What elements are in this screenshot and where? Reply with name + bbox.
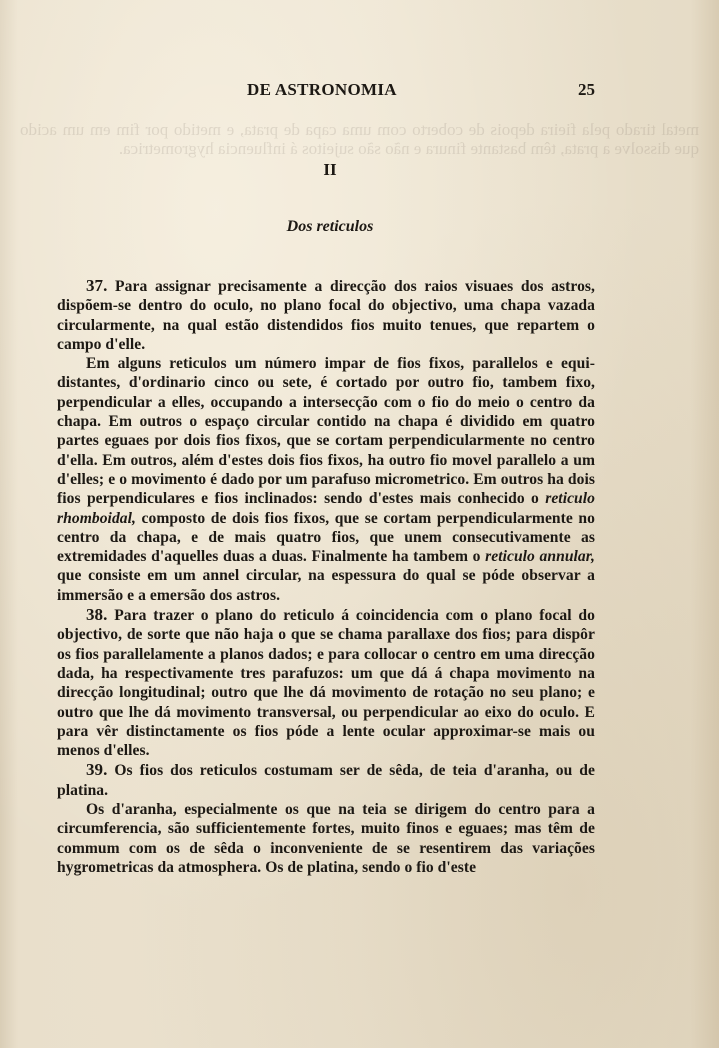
term-rhomboidal: reticulo rhomboidal, [57,490,595,527]
paragraph-text: Para trazer o plano do reticulo á coincidencia com o plano focal do objectivo, de sorte que não haja o que se chama parallaxe dos fios; para dispôr os fios parallelamente a planos dados; e para collocar o centro em uma direcção dada, ha respectivamente tres parafuzos: um que dá á chapa movimento na direcção longitudinal; outro que lhe dá movimento de rotação no seu plano; e outro que lhe dá movimento transversal, ou perpendicular ao eixo do oculo. E para vêr distinctamente os fios póde a lente ocular approximar-se mais ou menos d'elles. [57,607,595,760]
running-head: DE ASTRONOMIA [247,80,397,99]
paragraph-39 [57,760,595,800]
paragraph-text: Os d'aranha, especialmente os que na teia se dirigem do centro para a circumferencia, são sufficientemente fortes, muito finos e eguaes; mas têm de commum com os de sêda o inconveniente de se resentirem das variações hygrometricas da atmosphera. Os de platina, sendo o fio d'este [57,801,595,876]
paragraph-number: 38. [86,605,108,625]
paragraph-spider-threads [57,800,595,877]
paragraph-text: que consiste em um annel circular, na espessura do qual se póde observar a immersão e a emersão dos astros. [57,567,595,604]
paragraph-text: composto de dois fios fixos, que se cortam perpendicularmente no centro da chapa, e de mais quatro fios, que unem consecutivamente as extremidades d'aquelles duas a duas. Finalmente ha tambem o [57,509,595,566]
paragraph-number: 37. [86,276,108,295]
page-number: 25 [578,80,595,99]
paragraph-number: 39. [86,760,108,780]
paragraph-37 [57,276,595,354]
term-annular: reticulo annular, [485,548,595,566]
paragraph-reticle-types [57,354,595,605]
section-title: Dos reticulos [286,218,374,235]
body-text [57,276,595,877]
bleed-through-text: metal tirado pela fieira depois de coberto com uma capa de prata, e metido por fim em um acido que dissolve a prata, têm bastante finura e não são sujeitos á influencia hygrometrica. [20,120,699,158]
paragraph-text: Para assignar precisamente a direcção dos raios visuaes dos astros, dispõem-se dentro do oculo, no plano focal do objectivo, uma chapa vazada circularmente, na qual estão distendidos fios muito tenues, que repartem o campo d'elle. [57,278,595,353]
paragraph-text: Os fios dos reticulos costumam ser de sêda, de teia d'aranha, ou de platina. [57,762,595,799]
paragraph-text: Em alguns reticulos um número impar de fios fixos, parallelos e equi-distantes, d'ordinario cinco ou sete, é cortado por outro fio, tambem fixo, perpendicular a elles, occupando a intersecção com o fio do meio o centro da chapa. Em outros o espaço circular contido na chapa é dividido em quatro partes eguaes por dois fios fixos, que se cortam perpendicularmente no centro d'ella. Em outros, além d'estes dois fios fixos, ha outro fio movel parallelo a um d'elles; e o movimento é dado por um parafuso micrometrico. Em outros ha dois fios perpendiculares e fios inclinados: sendo d'estes mais conhecido o [57,355,595,508]
section-number: II [323,160,337,179]
paragraph-38 [57,605,595,760]
page-header [57,80,595,106]
